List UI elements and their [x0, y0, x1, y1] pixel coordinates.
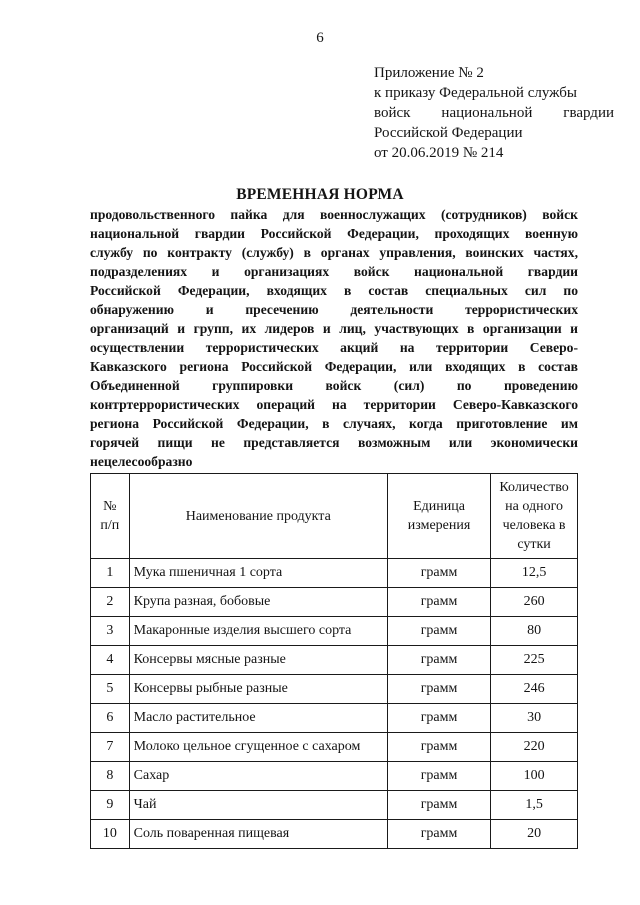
row-name: Соль поваренная пищевая: [129, 820, 387, 849]
subtitle-line: национальной гвардии Российской Федерации, проходящих военную: [90, 226, 578, 241]
appendix-header: [374, 63, 614, 163]
subtitle-line: Кавказского региона Российской Федерации, или входящих в состав: [90, 359, 578, 374]
header-text: Количество: [499, 480, 569, 495]
row-num: 5: [91, 675, 130, 704]
row-num: 8: [91, 762, 130, 791]
row-name: Молоко цельное сгущенное с сахаром: [129, 733, 387, 762]
subtitle-line: контртеррористических операций на территории Северо-Кавказского: [90, 397, 578, 412]
table-row: [91, 588, 578, 617]
row-qty: 225: [491, 646, 578, 675]
row-qty: 80: [491, 617, 578, 646]
subtitle-line: продовольственного пайка для военнослужащих (сотрудников) войск: [90, 207, 578, 222]
row-name: Чай: [129, 791, 387, 820]
subtitle-line: региона Российской Федерации, в случаях, когда приготовление им: [90, 416, 578, 431]
subtitle-line: Объединенной группировки войск (сил) по проведению: [90, 378, 578, 393]
header-text: №: [103, 499, 117, 514]
table-row: [91, 559, 578, 588]
row-qty: 246: [491, 675, 578, 704]
table-row: [91, 733, 578, 762]
header-text: измерения: [407, 518, 471, 533]
document-subtitle: [90, 205, 578, 471]
appendix-line: Приложение № 2: [374, 65, 484, 81]
row-name: Консервы мясные разные: [129, 646, 387, 675]
row-name: Крупа разная, бобовые: [129, 588, 387, 617]
row-qty: 260: [491, 588, 578, 617]
row-qty: 100: [491, 762, 578, 791]
subtitle-line: нецелесообразно: [90, 454, 193, 469]
row-name: Макаронные изделия высшего сорта: [129, 617, 387, 646]
header-text: п/п: [100, 518, 120, 533]
header-text: Единица: [413, 499, 465, 514]
row-qty: 220: [491, 733, 578, 762]
subtitle-line: организаций и групп, их лидеров и лиц, участвующих в организации и: [90, 321, 578, 336]
row-unit: грамм: [387, 559, 490, 588]
header-num: [91, 474, 130, 559]
row-name: Масло растительное: [129, 704, 387, 733]
row-num: 3: [91, 617, 130, 646]
page-number: 6: [316, 30, 324, 46]
row-qty: 1,5: [491, 791, 578, 820]
header-name: [129, 474, 387, 559]
row-num: 4: [91, 646, 130, 675]
table-row: [91, 820, 578, 849]
row-num: 10: [91, 820, 130, 849]
row-qty: 12,5: [491, 559, 578, 588]
header-text: Наименование продукта: [185, 508, 331, 524]
row-unit: грамм: [387, 733, 490, 762]
document-title: ВРЕМЕННАЯ НОРМА: [236, 186, 404, 203]
header-unit: [387, 474, 490, 559]
row-name: Мука пшеничная 1 сорта: [129, 559, 387, 588]
subtitle-line: подразделениях и организациях войск национальной гвардии: [90, 264, 578, 279]
row-unit: грамм: [387, 646, 490, 675]
table-header-row: [91, 474, 578, 559]
row-unit: грамм: [387, 617, 490, 646]
row-unit: грамм: [387, 704, 490, 733]
header-qty: [491, 474, 578, 559]
subtitle-line: осуществлении террористических акций на территории Северо-: [90, 340, 578, 355]
table-row: [91, 791, 578, 820]
table-row: [91, 675, 578, 704]
row-name: Консервы рыбные разные: [129, 675, 387, 704]
row-qty: 20: [491, 820, 578, 849]
table-row: [91, 646, 578, 675]
products-table: [90, 473, 578, 849]
table-row: [91, 704, 578, 733]
row-unit: грамм: [387, 820, 490, 849]
subtitle-line: Российской Федерации, входящих в состав специальных сил по: [90, 283, 578, 298]
row-num: 1: [91, 559, 130, 588]
row-unit: грамм: [387, 762, 490, 791]
subtitle-line: службу по контракту (службу) в органах управления, воинских частях,: [90, 245, 578, 260]
appendix-line: от 20.06.2019 № 214: [374, 145, 504, 161]
subtitle-line: обнаружению и пресечению деятельности террористических: [90, 302, 578, 317]
header-text: на одного: [505, 499, 563, 514]
row-num: 2: [91, 588, 130, 617]
row-unit: грамм: [387, 791, 490, 820]
row-num: 6: [91, 704, 130, 733]
row-num: 9: [91, 791, 130, 820]
row-qty: 30: [491, 704, 578, 733]
row-name: Сахар: [129, 762, 387, 791]
appendix-line: к приказу Федеральной службы: [374, 85, 578, 101]
table-row: [91, 762, 578, 791]
table-row: [91, 617, 578, 646]
header-text: человека в: [502, 518, 566, 533]
row-num: 7: [91, 733, 130, 762]
appendix-line: Российской Федерации: [374, 125, 523, 141]
subtitle-line: горячей пищи не представляется возможным или экономически: [90, 435, 578, 450]
row-unit: грамм: [387, 675, 490, 704]
appendix-line: войск национальной гвардии: [374, 105, 614, 121]
header-text: сутки: [517, 537, 551, 552]
row-unit: грамм: [387, 588, 490, 617]
